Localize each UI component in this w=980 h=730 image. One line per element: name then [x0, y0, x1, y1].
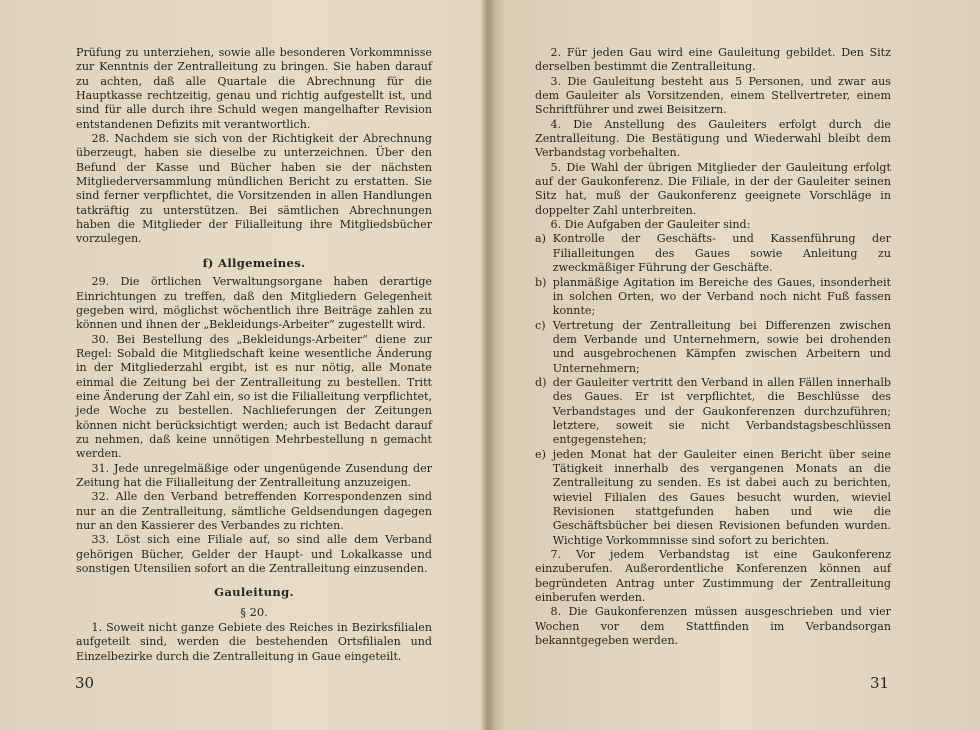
list-item-marker: b): [535, 275, 547, 289]
list-item-text: jeden Monat hat der Gauleiter einen Bericht über seine Tätigkeit innerhalb des vergangenen Monats an die Zentralleitung zu senden. Es ist dabei auch zu berichten, wieviel Filialen des Gaues besucht wurden, wieviel Revisionen stattgefunden haben und wie die Geschäftsbücher bei diesen Revisionen befunden wurden. Wichtige Vorkommnisse sind sofort zu berichten.: [552, 447, 891, 547]
left-page: [76, 46, 432, 664]
list-item: [535, 376, 891, 448]
right-paragraph-7: 7. Vor jedem Verbandstag ist eine Gaukonferenz einzuberufen. Außerordentliche Konferenzen können auf begründeten Antrag unter Zustimmung der Zentralleitung einberufen werden.: [535, 548, 891, 605]
left-section-number: § 20.: [240, 604, 268, 619]
left-subheading-allgemeines: f) Allgemeines.: [202, 255, 306, 270]
book-gutter: [480, 0, 494, 730]
right-paragraph-5: 5. Die Wahl der übrigen Mitglieder der Gauleitung erfolgt auf der Gaukonferenz. Die Filiale, in der der Gauleiter seinen Sitz hat, muß der Gaukonferenz geeignete Vorschläge in doppelter Zahl unterbreiten.: [535, 160, 891, 217]
left-page-text: [76, 46, 432, 664]
left-paragraph-33: 33. Löst sich eine Filiale auf, so sind alle dem Verband gehörigen Bücher, Gelder der Haupt- und Lokalkasse und sonstigen Utensilien sofort an die Zentralleitung einzusenden.: [76, 533, 432, 576]
list-item-text: der Gauleiter vertritt den Verband in allen Fällen innerhalb des Gaues. Er ist verpflichtet, die Beschlüsse des Verbandstages und der Gaukonferenzen durchzuführen; letztere, soweit sie nicht Verbandstagsbeschlüssen entgegenstehen;: [552, 375, 891, 447]
left-paragraph-31: 31. Jede unregelmäßige oder ungenügende Zusendung der Zeitung hat die Filialleitung der Zentralleitung anzuzeigen.: [76, 461, 432, 489]
right-page-number: 31: [870, 674, 890, 692]
left-paragraph-20-1: 1. Soweit nicht ganze Gebiete des Reiches in Bezirksfilialen aufgeteilt sind, werden die bestehenden Ortsfilialen und Einzelbezirke durch die Zentralleitung in Gaue eingeteilt.: [76, 621, 432, 663]
list-item-marker: a): [535, 232, 546, 246]
right-paragraph-4: 4. Die Anstellung des Gauleiters erfolgt durch die Zentralleitung. Die Bestätigung und Wiederwahl bleibt dem Verbandstag vorbehalten.: [535, 117, 891, 160]
left-paragraph-1: Prüfung zu unterziehen, sowie alle besonderen Vorkommnisse zur Kenntnis der Zentralleitung zu bringen. Sie haben darauf zu achten, daß alle Quartale die Abrechnung für die Hauptkasse rechtzeitig, genau und richtig aufgestellt ist, und sind für alle durch ihre Schuld wegen mangelhafter Revision entstandenen Defizits mit verantwortlich.: [76, 46, 432, 131]
list-item-marker: c): [535, 318, 546, 332]
left-paragraph-30: 30. Bei Bestellung des „Bekleidungs-Arbeiter“ diene zur Regel: Sobald die Mitgliedschaft keine wesentliche Änderung in der Mitgliederzahl ergibt, ist es nur nötig, alle Monate einmal die Zeitung bei der Zentralleitung zu bestellen. Tritt eine Änderung der Zahl ein, so ist die Filialleitung verpflichtet, jede Woche zu bestellen. Nachlieferungen der Zeitungen können nicht berücksichtigt werden; auch ist Bedacht darauf zu nehmen, daß keine unnötigen Mehrbestellung n gemacht werden.: [76, 332, 432, 461]
left-subheading-gauleitung: Gauleitung.: [214, 585, 294, 600]
list-item-text: Vertretung der Zentralleitung bei Differenzen zwischen dem Verbande und Unternehmern, sowie bei drohenden und ausgebrochenen Kämpfen zwischen Arbeitern und Unternehmern;: [552, 318, 891, 375]
right-duties-list: [535, 232, 891, 548]
list-item-marker: e): [535, 447, 546, 461]
list-item: [535, 232, 891, 275]
right-paragraph-6: 6. Die Aufgaben der Gauleiter sind:: [550, 218, 751, 232]
right-page: [535, 46, 891, 648]
left-paragraph-29: 29. Die örtlichen Verwaltungsorgane haben derartige Einrichtungen zu treffen, daß den Mitgliedern Gelegenheit gegeben wird, möglichst wöchentlich ihre Beiträge zahlen zu können und ihnen der „Bekleidungs-Arbeiter“ zugestellt wird.: [76, 275, 432, 332]
list-item: [535, 276, 891, 319]
list-item: [535, 319, 891, 376]
left-paragraph-32: 32. Alle den Verband betreffenden Korrespondenzen sind nur an die Zentralleitung, sämtliche Geldsendungen dagegen nur an den Kassierer des Verbandes zu richten.: [76, 490, 432, 532]
list-item-marker: d): [535, 375, 547, 389]
list-item: [535, 448, 891, 548]
left-paragraph-28: 28. Nachdem sie sich von der Richtigkeit der Abrechnung überzeugt, haben sie dieselbe zu unterzeichnen. Über den Befund der Kasse und Bücher haben sie der nächsten Mitgliederversammlung mündlichen Bericht zu erstatten. Sie sind ferner verpflichtet, die Vorsitzenden in allen Handlungen tatkräftig zu unterstützen. Bei sämtlichen Abrechnungen haben die Mitglieder der Filialleitung ihre Mitgliedsbücher vorzulegen.: [76, 132, 432, 246]
right-paragraph-8: 8. Die Gaukonferenzen müssen ausgeschrieben und vier Wochen vor dem Stattfinden im Verbandsorgan bekanntgegeben werden.: [535, 605, 891, 648]
list-item-text: Kontrolle der Geschäfts- und Kassenführung der Filialleitungen des Gaues sowie Anleitung zu zweckmäßiger Führung der Geschäfte.: [552, 232, 891, 275]
right-paragraph-3: 3. Die Gauleitung besteht aus 5 Personen, und zwar aus dem Gauleiter als Vorsitzenden, einem Stellvertreter, einem Schriftführer und zwei Beisitzern.: [535, 74, 891, 117]
right-page-text: [535, 46, 891, 648]
list-item-text: planmäßige Agitation im Bereiche des Gaues, insonderheit in solchen Orten, wo der Verband noch nicht Fuß fassen konnte;: [552, 275, 891, 318]
left-page-number: 30: [75, 674, 95, 692]
right-paragraph-2: 2. Für jeden Gau wird eine Gauleitung gebildet. Den Sitz derselben bestimmt die Zentralleitung.: [535, 46, 891, 74]
